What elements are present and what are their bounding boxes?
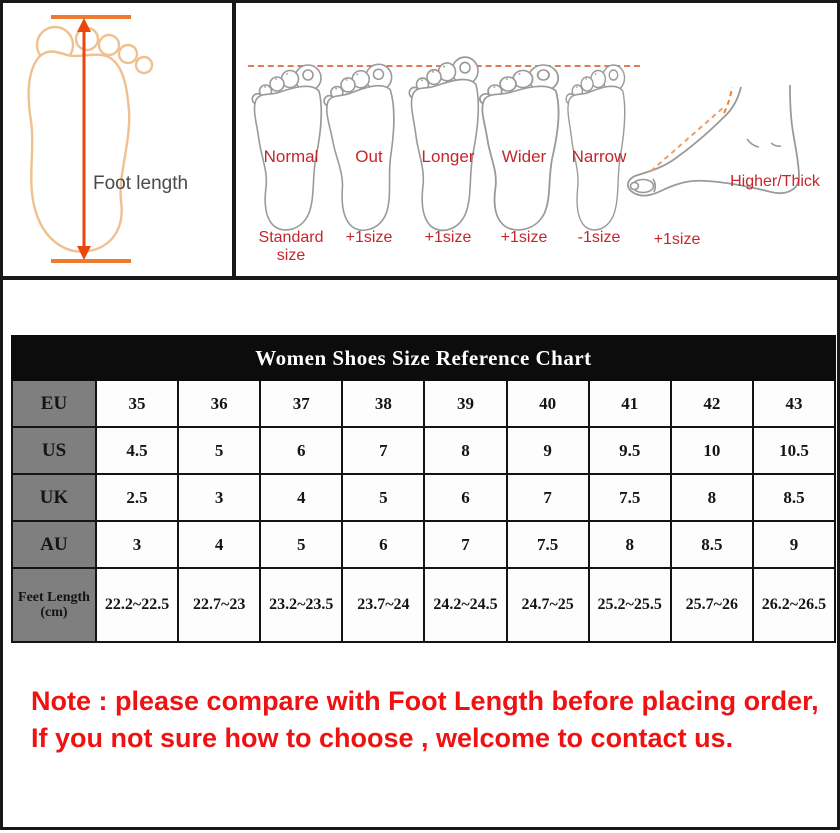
size-cell: 38 — [342, 380, 424, 427]
side-foot-icon — [621, 83, 811, 235]
size-cell: 2.5 — [96, 474, 178, 521]
foot-size-note: Standard size — [258, 229, 324, 264]
size-cell: 10 — [671, 427, 753, 474]
row-header: US — [12, 427, 96, 474]
foot-type-label: Out — [355, 147, 383, 166]
size-cell: 42 — [671, 380, 753, 427]
foot-outline-icon — [3, 3, 232, 272]
foot-out — [329, 61, 409, 276]
size-cell: 6 — [260, 427, 342, 474]
note-line-2: If you not sure how to choose , welcome to contact us. — [31, 723, 734, 753]
foot-type-label: Narrow — [571, 147, 627, 166]
foot-size-note: +1size — [424, 229, 472, 246]
foot-normal — [251, 61, 331, 276]
note-text — [31, 683, 819, 757]
size-cell: 4 — [178, 521, 260, 568]
table-row-us — [12, 427, 835, 474]
foot-size-note: +1size — [500, 229, 548, 246]
size-cell: 43 — [753, 380, 835, 427]
size-cell: 6 — [424, 474, 506, 521]
size-cell: 5 — [260, 521, 342, 568]
size-cell: 41 — [589, 380, 671, 427]
foot-size-note: -1size — [577, 229, 621, 246]
size-cell: 4.5 — [96, 427, 178, 474]
fit-guide-panel — [236, 3, 837, 276]
size-cell: 35 — [96, 380, 178, 427]
foot-length-panel — [3, 3, 236, 276]
size-cell: 39 — [424, 380, 506, 427]
foot-type-label: Wider — [501, 147, 547, 166]
size-cell: 22.7~23 — [178, 568, 260, 642]
size-cell: 7 — [507, 474, 589, 521]
size-cell: 9 — [753, 521, 835, 568]
size-cell: 26.2~26.5 — [753, 568, 835, 642]
row-header: EU — [12, 380, 96, 427]
size-cell: 36 — [178, 380, 260, 427]
size-cell: 24.7~25 — [507, 568, 589, 642]
size-cell: 5 — [342, 474, 424, 521]
size-cell: 22.2~22.5 — [96, 568, 178, 642]
foot-type-label: Normal — [263, 147, 319, 166]
size-cell: 8 — [424, 427, 506, 474]
size-chart-title: Women Shoes Size Reference Chart — [12, 336, 835, 380]
size-cell: 4 — [260, 474, 342, 521]
note-line-1: Note : please compare with Foot Length before placing order, — [31, 686, 819, 716]
size-cell: 7.5 — [507, 521, 589, 568]
size-cell: 6 — [342, 521, 424, 568]
row-header: AU — [12, 521, 96, 568]
size-cell: 25.7~26 — [671, 568, 753, 642]
row-header: UK — [12, 474, 96, 521]
size-cell: 5 — [178, 427, 260, 474]
size-cell: 23.7~24 — [342, 568, 424, 642]
size-cell: 8.5 — [671, 521, 753, 568]
size-cell: 9 — [507, 427, 589, 474]
size-cell: 10.5 — [753, 427, 835, 474]
table-row-eu — [12, 380, 835, 427]
size-cell: 7.5 — [589, 474, 671, 521]
table-row-feet-length — [12, 568, 835, 642]
size-cell: 7 — [342, 427, 424, 474]
size-cell: 23.2~23.5 — [260, 568, 342, 642]
size-chart-table — [11, 335, 836, 643]
size-cell: 3 — [178, 474, 260, 521]
size-cell: 25.2~25.5 — [589, 568, 671, 642]
size-cell: 7 — [424, 521, 506, 568]
higher-thick-label: Higher/Thick — [730, 173, 820, 190]
foot-size-note: +1size — [345, 229, 393, 246]
size-cell: 8.5 — [753, 474, 835, 521]
footprint-icon — [408, 53, 488, 237]
table-row-au — [12, 521, 835, 568]
size-cell: 9.5 — [589, 427, 671, 474]
size-cell: 8 — [589, 521, 671, 568]
higher-thick-size-note: +1size — [653, 231, 701, 248]
size-cell: 8 — [671, 474, 753, 521]
top-panel — [3, 3, 837, 280]
foot-type-label: Longer — [421, 147, 475, 166]
row-header: Feet Length (cm) — [12, 568, 96, 642]
size-cell: 24.2~24.5 — [424, 568, 506, 642]
size-cell: 40 — [507, 380, 589, 427]
table-row-uk — [12, 474, 835, 521]
foot-length-label: Foot length — [93, 173, 189, 194]
size-cell: 3 — [96, 521, 178, 568]
size-cell: 37 — [260, 380, 342, 427]
